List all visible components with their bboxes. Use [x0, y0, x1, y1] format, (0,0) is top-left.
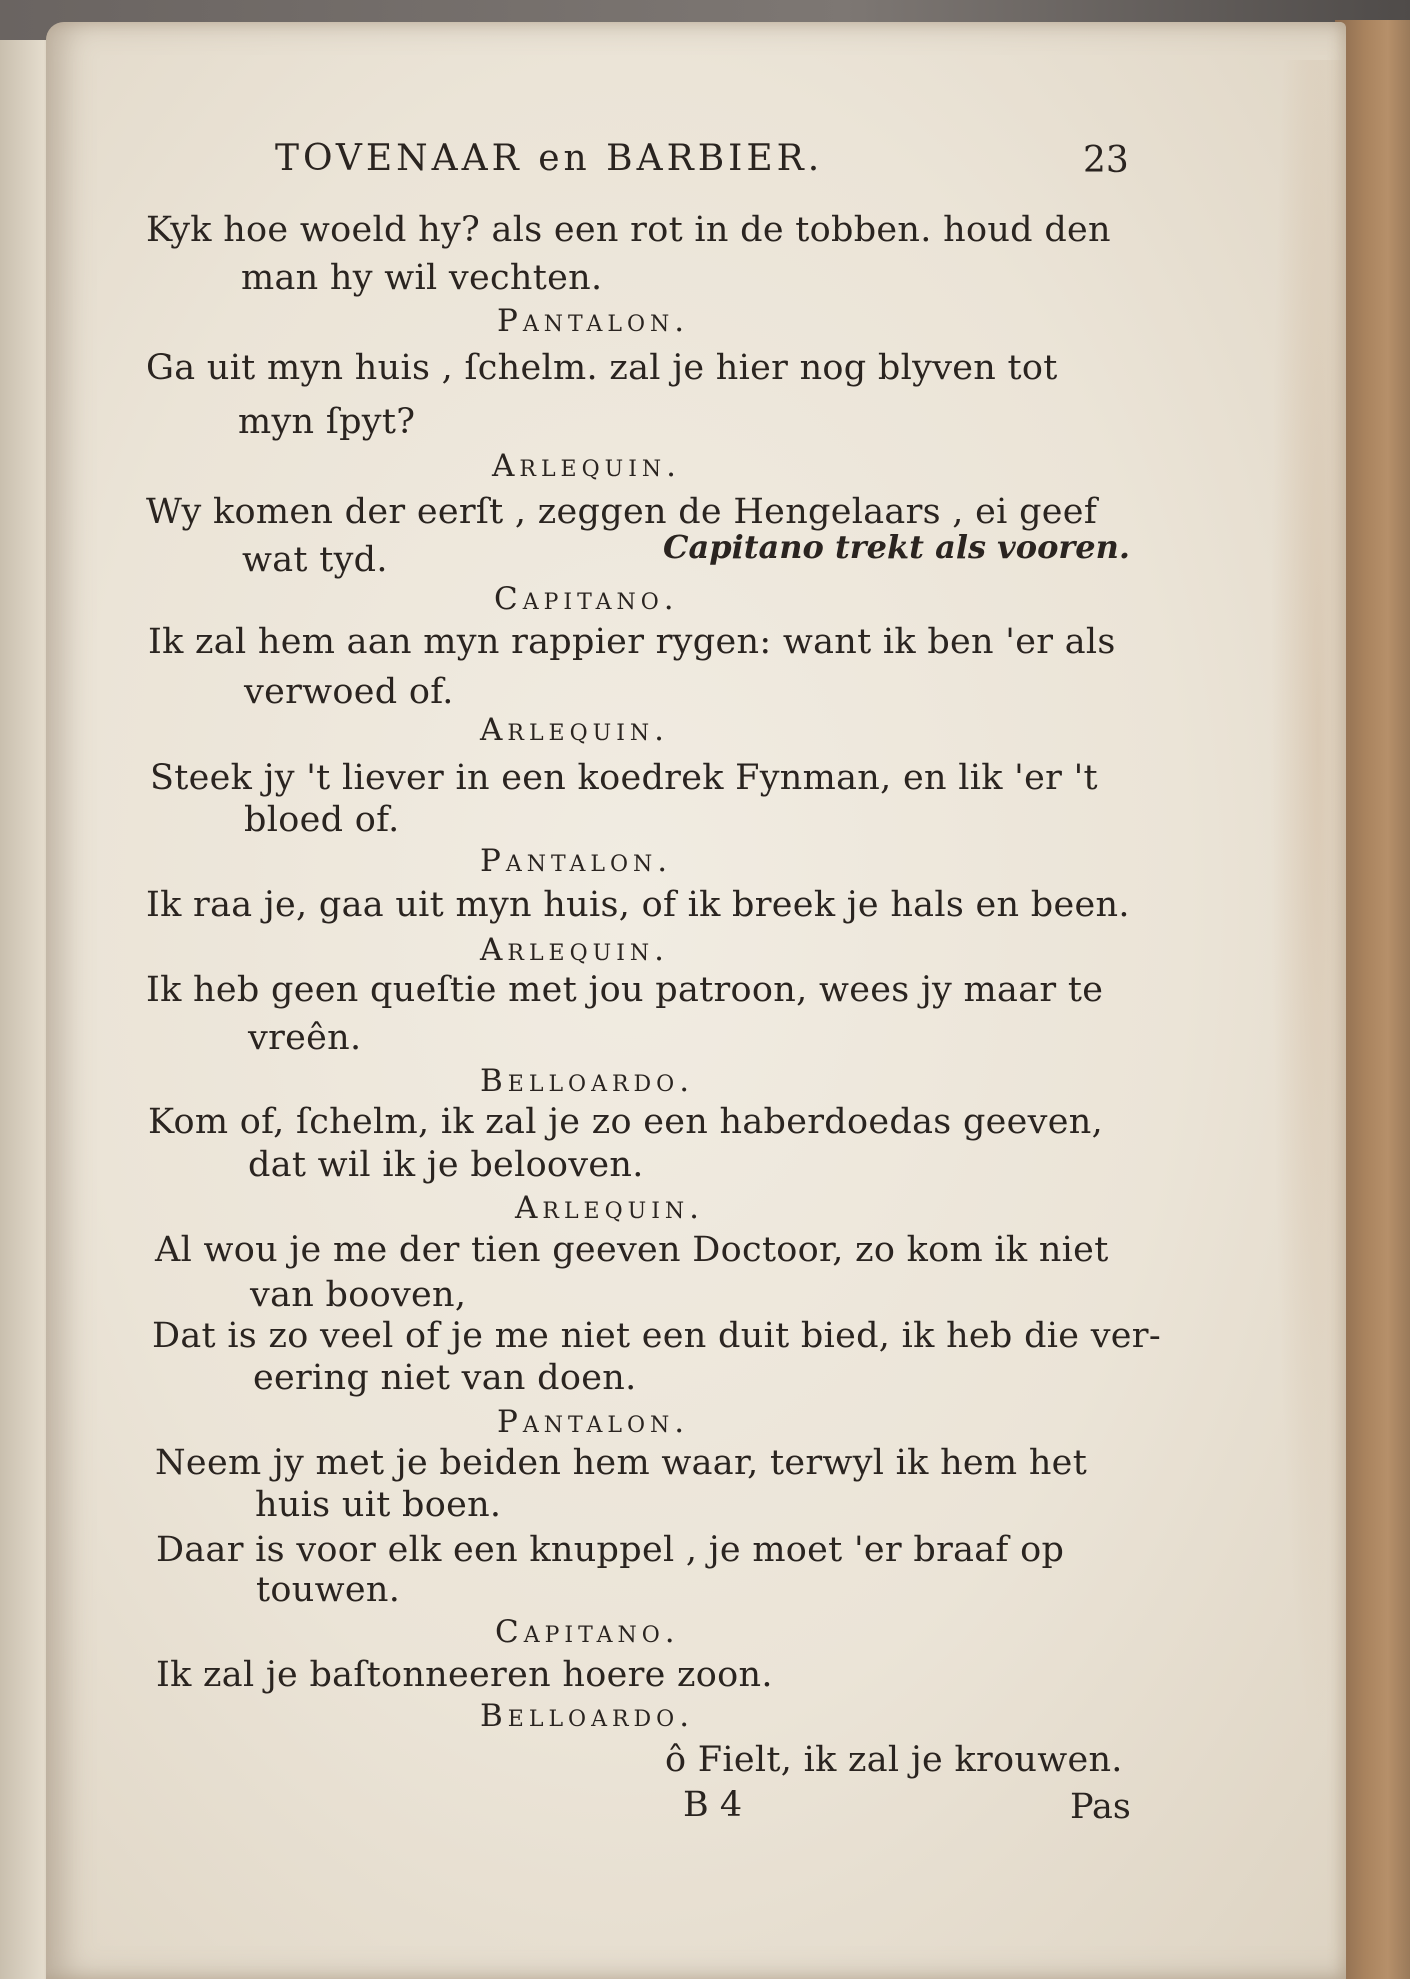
text-line: Ga uit myn huis , ſchelm. zal je hier nog blyven tot	[146, 348, 1058, 388]
text-line: bloed of.	[244, 800, 400, 840]
speaker-name: Belloardo.	[480, 1063, 695, 1099]
text-line: Al wou je me der tien geeven Doctoor, zo kom ik niet	[155, 1230, 1109, 1270]
text-line: huis uit boen.	[255, 1485, 502, 1525]
text-line: Dat is zo veel of je me niet een duit bied, ik heb die ver-	[152, 1316, 1161, 1356]
speaker-name: Arlequin.	[480, 932, 669, 968]
text-line: Neem jy met je beiden hem waar, terwyl ik hem het	[155, 1443, 1088, 1483]
text-line: Ik zal je baſtonneeren hoere zoon.	[156, 1655, 773, 1695]
speaker-name: Capitano.	[495, 1614, 680, 1650]
text-line: Ik heb geen queſtie met jou patroon, wees jy maar te	[146, 970, 1104, 1010]
text-line: Steek jy 't liever in een koedrek Fynman, en lik 'er 't	[150, 758, 1098, 798]
speaker-name: Arlequin.	[515, 1190, 704, 1226]
text-line: Kyk hoe woeld hy? als een rot in de tobben. houd den	[146, 210, 1111, 250]
text-line: Ik zal hem aan myn rappier rygen: want ik ben 'er als	[148, 622, 1116, 662]
speaker-name: Pantalon.	[480, 843, 673, 879]
text-line: eering niet van doen.	[253, 1358, 637, 1398]
page-stain	[1270, 60, 1350, 1760]
page-number: 23	[1083, 140, 1129, 181]
text-line: Wy komen der eerſt , zeggen de Hengelaars , ei geef	[146, 492, 1098, 532]
text-line: Kom of, ſchelm, ik zal je zo een haberdoedas geeven,	[148, 1102, 1104, 1142]
speaker-name: Belloardo.	[480, 1698, 695, 1734]
text-line: Daar is voor elk een knuppel , je moet 'er braaf op	[156, 1530, 1065, 1570]
text-line: vreên.	[248, 1018, 362, 1058]
running-title: TOVENAAR en BARBIER.	[275, 138, 824, 179]
text-line: man hy wil vechten.	[241, 258, 603, 298]
speaker-name: Arlequin.	[492, 448, 681, 484]
text-line: myn ſpyt?	[238, 402, 416, 442]
speaker-name: Capitano.	[494, 581, 679, 617]
stage-direction: Capitano trekt als vooren.	[663, 528, 1131, 566]
speaker-name: Arlequin.	[480, 712, 669, 748]
text-line: Ik raa je, gaa uit myn huis, of ik breek je hals en been.	[146, 885, 1130, 925]
text-line: van booven,	[250, 1275, 467, 1315]
catchword: Pas	[1070, 1787, 1131, 1827]
text-line: wat tyd.	[242, 540, 388, 580]
speaker-name: Pantalon.	[497, 303, 690, 339]
text-line: touwen.	[256, 1570, 401, 1610]
text-line: dat wil ik je belooven.	[248, 1145, 644, 1185]
speaker-name: Pantalon.	[497, 1404, 690, 1440]
signature-mark: B 4	[683, 1785, 743, 1825]
text-line: ô Fielt, ik zal je krouwen.	[665, 1740, 1123, 1780]
text-line: verwoed of.	[244, 672, 454, 712]
